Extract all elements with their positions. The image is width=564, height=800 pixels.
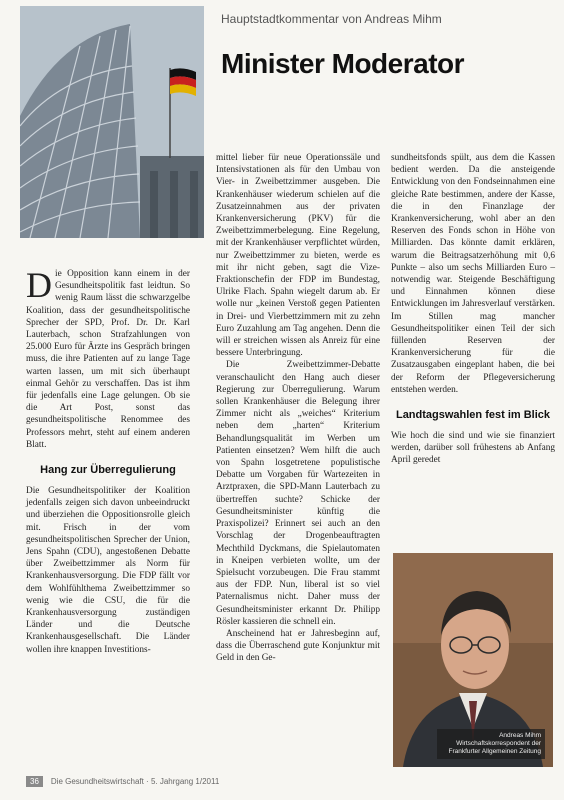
drop-cap: D xyxy=(26,265,52,305)
author-portrait-photo xyxy=(393,553,553,767)
body-paragraph: Wie hoch die sind und wie sie finanziert werden, darüber soll frühestens ab Anfang April geredet xyxy=(391,431,555,466)
body-paragraph: Die Zweibettzimmer-Debatte veranschaulicht den Hang auch dieser Regierung zur Überregulierung. Warum sollen Krankenhäuser die Belegung ihrer Zimmer nicht als „weiches“ Kriterium neben dem „harten“ Kriterium Behandlungsqualität im Werben um Patienten einsetzen? Wem hilft die auch von Spahn losgetretene populistische Debatte um Vorgaben für Wartezeiten in Arztpraxen, die SPD-Mann Lauterbach zu übertreffen suchte? Schicke der Gesundheitsminister künftig die Praxispolizei? Erinnert sei auch an den Vorschlag der Drogenbeauftragten Mechthild Dyckmans, die Spielautomaten in Kneipen verbieten wollte, um der Spielsucht vorzubeugen. Die Frau stammt aus der FDP. Nun, liberal ist so viel Paternalismus nicht. Daher muss der Gesundheitsminister erkannt Dr. Philipp Rösler kassieren die schnell ein. xyxy=(216,360,380,627)
subheading-landtagswahlen: Landtagswahlen fest im Blick xyxy=(395,409,551,422)
article-column-2 xyxy=(216,152,380,764)
body-paragraph: Anscheinend hat er Jahresbeginn auf, dass die Überraschend gute Konjunktur mit Geld in den Ge- xyxy=(216,628,380,664)
article-column-3 xyxy=(391,152,555,467)
kicker: Hauptstadtkommentar von Andreas Mihm xyxy=(221,12,442,26)
page-footer xyxy=(26,776,546,787)
subheading-ueberregulierung: Hang zur Überregulierung xyxy=(40,464,176,477)
body-paragraph: mittel lieber für neue Operationssäle und Intensivstationen als für den Umbau von Vier- in Zweibettzimmer ausgeben. Die Krankenhäuser wiederum schielen auf die Zusatzeinnahmen aus der privaten Krankenversicherung (PKV) für die Zweibettzimmerbelegung. Eine Regelung, mit der Krankenhäuser verpflichtet würden, nur Zweibettzimmer zu bieten, werde es mit ihr nicht geben, sagt die Vize-Fraktionschefin der FDP im Bundestag, Ulrike Flach. Spahn wiegelt darum ab. Er wolle nur „keinen Verstoß gegen Patienten in Drei- und Vierbettzimmern mit zu zehn Euro Zuzahlung am Tag angehen. Denn die will er streichen wissen als Anreiz für eine bessere Unterbringung. xyxy=(216,153,380,359)
page-number: 36 xyxy=(26,776,43,787)
footer-text: Die Gesundheitswirtschaft · 5. Jahrgang 1/2011 xyxy=(50,777,220,786)
intro-text: ie Opposition kann einem in der Gesundheitspolitik fast leidtun. So wenig Raum lässt die schwarzgelbe Koalition, dass der gesundheitspolitische Sprecher der SPD, Prof. Dr. Dr. Karl Lauterbach, schon Strafzahlungen von 25.000 Euro für Ärzte ins Gespräch bringen muss, die ihre Patienten auf zu lange Tage warten lassen, um mit sich überhaupt einmal Gehör zu verschaffen. Das ist ihm für jedenfalls eine Lage gelungen. Ob sie die Art Post, sonst das gesundheitspolitische Renommee des Professors mehrt, steht auf einem anderen Blatt. xyxy=(26,269,190,450)
portrait-caption xyxy=(437,729,545,759)
german-flag-icon xyxy=(170,68,196,96)
body-paragraph: Die Gesundheitspolitiker der Koalition jedenfalls zeigen sich davon unbeeindruckt und überziehen die Oppositionsrolle gleich mit. Frisch in der vom gesundheitspolitischen Sprecher der Union, Jens Spahn (CDU), angestoßenen Debatte über Zweibettzimmer als Norm für Krankenhausversorgung. Die FDP fällt vor dem Wohlfühlthema Zweibettzimmer so wenig wie die CSU, die für die Krankenhausversorgung zuständigen Länder und die Deutsche Krankenhausgesellschaft. Die Länder wollen ihre knappen Investitions- xyxy=(26,486,190,655)
caption-role: Wirtschaftskorrespondent der Frankfurter Allgemeinen Zeitung xyxy=(448,740,541,755)
reichstag-dome-photo xyxy=(20,6,204,238)
page-title: Minister Moderator xyxy=(221,48,465,79)
body-paragraph: sundheitsfonds spült, aus dem die Kassen bedient werden. Da die ansteigende Entwicklung von den Fondseinnahmen eine gleiche Rate bestimmen, andere der Kasse, die in den Finanzlage der Krankenversicherung, wohl aber an den Reserven des Fonds schon in Höhe von Milliarden. Das könnte damit erklären, warum die Beitragsatzerhöhung mit 0,6 Punkte – also um sechs Milliarden Euro – notwendig war. Steigende Beschäftigung und Einnahmen können diese Entwicklungen im Jahresverlauf verstärken. Im Stillen mag mancher Gesundheitspolitiker einen Teil der sich füllenden Reserven der Krankenversicherung für die Zusatzausgaben eingeplant haben, die bei der Reform der Pflegeversicherung entstehen werden. xyxy=(391,153,555,395)
caption-name: Andreas Mihm xyxy=(499,732,541,739)
reichstag-dome-graphic xyxy=(20,6,204,238)
article-column-1 xyxy=(26,265,190,656)
intro-paragraph xyxy=(26,265,190,451)
